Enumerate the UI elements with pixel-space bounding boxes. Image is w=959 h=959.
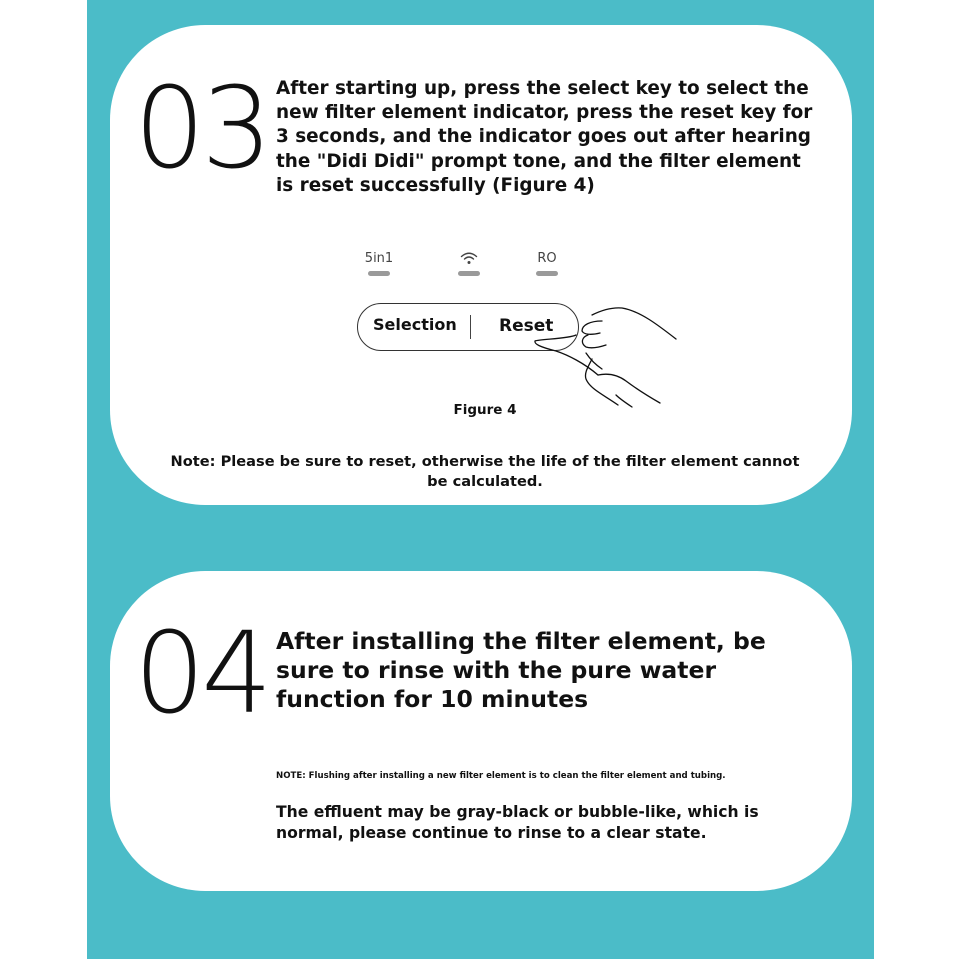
- step-number: 03: [134, 64, 269, 194]
- pointing-hand-icon: [530, 303, 680, 417]
- effluent-note: The effluent may be gray-black or bubble-like, which is normal, please continue to rinse to a clear state.: [276, 803, 759, 842]
- flushing-note: NOTE: Flushing after installing a new filter element is to clean the filter element and tubing.: [276, 771, 726, 781]
- step-3-card: [110, 25, 852, 505]
- indicator-light: [368, 271, 390, 276]
- indicator-label: 5in1: [364, 251, 394, 266]
- figure-caption: Figure 4: [453, 402, 517, 418]
- step-number: 04: [134, 609, 269, 739]
- indicator-label: RO: [537, 251, 557, 266]
- reset-button[interactable]: Reset: [499, 316, 554, 336]
- step-instruction: After starting up, press the select key to select the new filter element indicator, press the reset key for 3 seconds, and the indicator goes out after hearing the "Didi Didi" prompt tone, and the filter element is reset successfully (Figure 4): [276, 78, 813, 196]
- button-divider: [470, 315, 471, 339]
- step-instruction: After installing the filter element, be sure to rinse with the pure water function for 10 minutes: [276, 627, 766, 713]
- indicator-light: [458, 271, 480, 276]
- wifi-icon: [439, 251, 499, 267]
- reset-note: Note: Please be sure to reset, otherwise the life of the filter element cannot be calculated.: [170, 453, 800, 490]
- indicator-wifi: [439, 251, 499, 276]
- step-4-card: [110, 571, 852, 891]
- selection-button[interactable]: Selection: [373, 315, 457, 334]
- indicator-5in1: [349, 251, 409, 276]
- indicator-light: [536, 271, 558, 276]
- indicator-ro: [517, 251, 577, 276]
